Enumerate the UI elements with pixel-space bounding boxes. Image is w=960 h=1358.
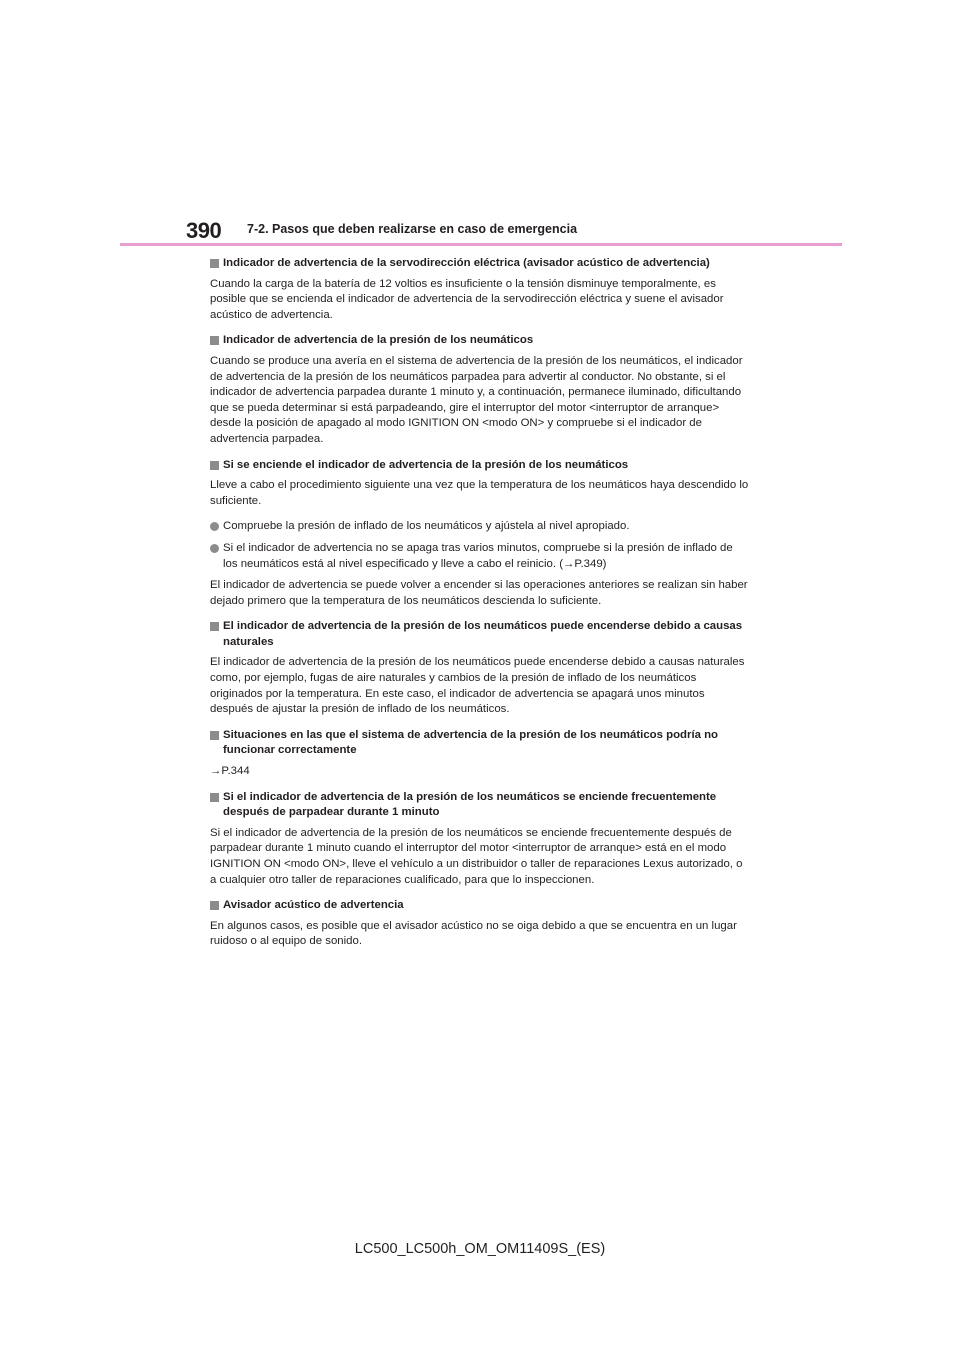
- section-tire-pressure-warning: [210, 333, 750, 447]
- section-heading: Situaciones en las que el sistema de advertencia de la presión de los neumáticos podría no funcionar correctamente: [210, 728, 750, 759]
- square-bullet-icon: [210, 901, 219, 910]
- paragraph: Si el indicador de advertencia de la presión de los neumáticos se enciende frecuentemente después de parpadear durante 1 minuto cuando el interruptor del motor <interruptor de arranque> está en el modo IGNITION ON <modo ON>, lleve el vehículo a un distribuidor o taller de reparaciones Lexus autorizado, o a cualquier otro taller de reparaciones cualificado, para que lo inspeccionen.: [210, 826, 743, 886]
- section-heading: Indicador de advertencia de la presión de los neumáticos: [210, 333, 750, 349]
- paragraph: El indicador de advertencia de la presión de los neumáticos puede encenderse debido a causas naturales como, por ejemplo, fugas de aire naturales y cambios de la presión de inflado de los neumáticos originados por la temperatura. En este caso, el indicador de advertencia se apagará unos minutos después de ajustar la presión de inflado de los neumáticos.: [210, 656, 745, 716]
- square-bullet-icon: [210, 793, 219, 802]
- paragraph: Lleve a cabo el procedimiento siguiente una vez que la temperatura de los neumáticos haya descendido lo suficiente.: [210, 479, 749, 507]
- section-heading: Avisador acústico de advertencia: [210, 898, 750, 914]
- section-heading: Indicador de advertencia de la servodirección eléctrica (avisador acústico de advertencia): [210, 256, 750, 272]
- paragraph: En algunos casos, es posible que el avisador acústico no se oiga debido a que se encuentra en un lugar ruidoso o al equipo de sonido.: [210, 919, 737, 948]
- section-tire-pressure-on: [210, 458, 750, 610]
- page-content: [210, 256, 750, 960]
- page-reference-link[interactable]: →P.344: [210, 765, 250, 778]
- section-title: 7-2. Pasos que deben realizarse en caso de emergencia: [247, 222, 578, 236]
- section-heading: El indicador de advertencia de la presión de los neumáticos puede encenderse debido a causas naturales: [210, 619, 750, 650]
- square-bullet-icon: [210, 622, 219, 631]
- document-code: LC500_LC500h_OM_OM11409S_(ES): [354, 1241, 606, 1257]
- page-number: 390: [186, 218, 222, 243]
- header-rule: [120, 243, 842, 246]
- paragraph: Cuando la carga de la batería de 12 voltios es insuficiente o la tensión disminuye temporalmente, es posible que se encienda el indicador de advertencia de la servodirección eléctrica y suene el avisador acústico de advertencia.: [210, 277, 724, 321]
- page-header: [120, 214, 842, 248]
- round-bullet-icon: [210, 544, 219, 553]
- section-system-malfunction: [210, 728, 750, 780]
- square-bullet-icon: [210, 259, 219, 268]
- section-heading: Si se enciende el indicador de advertencia de la presión de los neumáticos: [210, 458, 750, 474]
- list-item: Compruebe la presión de inflado de los neumáticos y ajústela al nivel apropiado.: [210, 519, 750, 535]
- section-power-steering: [210, 256, 750, 323]
- round-bullet-icon: [210, 522, 219, 531]
- paragraph: El indicador de advertencia se puede volver a encender si las operaciones anteriores se realizan sin haber dejado primero que la temperatura de los neumáticos descienda lo suficiente.: [210, 579, 748, 607]
- section-frequent-lighting: [210, 790, 750, 889]
- square-bullet-icon: [210, 336, 219, 345]
- section-natural-causes: [210, 619, 750, 718]
- section-warning-buzzer: [210, 898, 750, 950]
- square-bullet-icon: [210, 461, 219, 470]
- list-item: Si el indicador de advertencia no se apaga tras varios minutos, compruebe si la presión de inflado de los neumáticos está al nivel especificado y lleve a cabo el reinicio. (→P.349): [210, 541, 750, 572]
- square-bullet-icon: [210, 731, 219, 740]
- paragraph: Cuando se produce una avería en el sistema de advertencia de la presión de los neumáticos, el indicador de advertencia de la presión de los neumáticos parpadea para advertir al conductor. No obstante, si el indicador de advertencia parpadea durante 1 minuto y, a continuación, permanece iluminado, dificultando que se pueda determinar si está parpadeando, gire el interruptor del motor <interruptor de arranque> desde la posición de apagado al modo IGNITION ON <modo ON> y compruebe si el indicador de advertencia parpadea.: [210, 354, 743, 445]
- section-heading: Si el indicador de advertencia de la presión de los neumáticos se enciende frecuentemente después de parpadear durante 1 minuto: [210, 790, 750, 821]
